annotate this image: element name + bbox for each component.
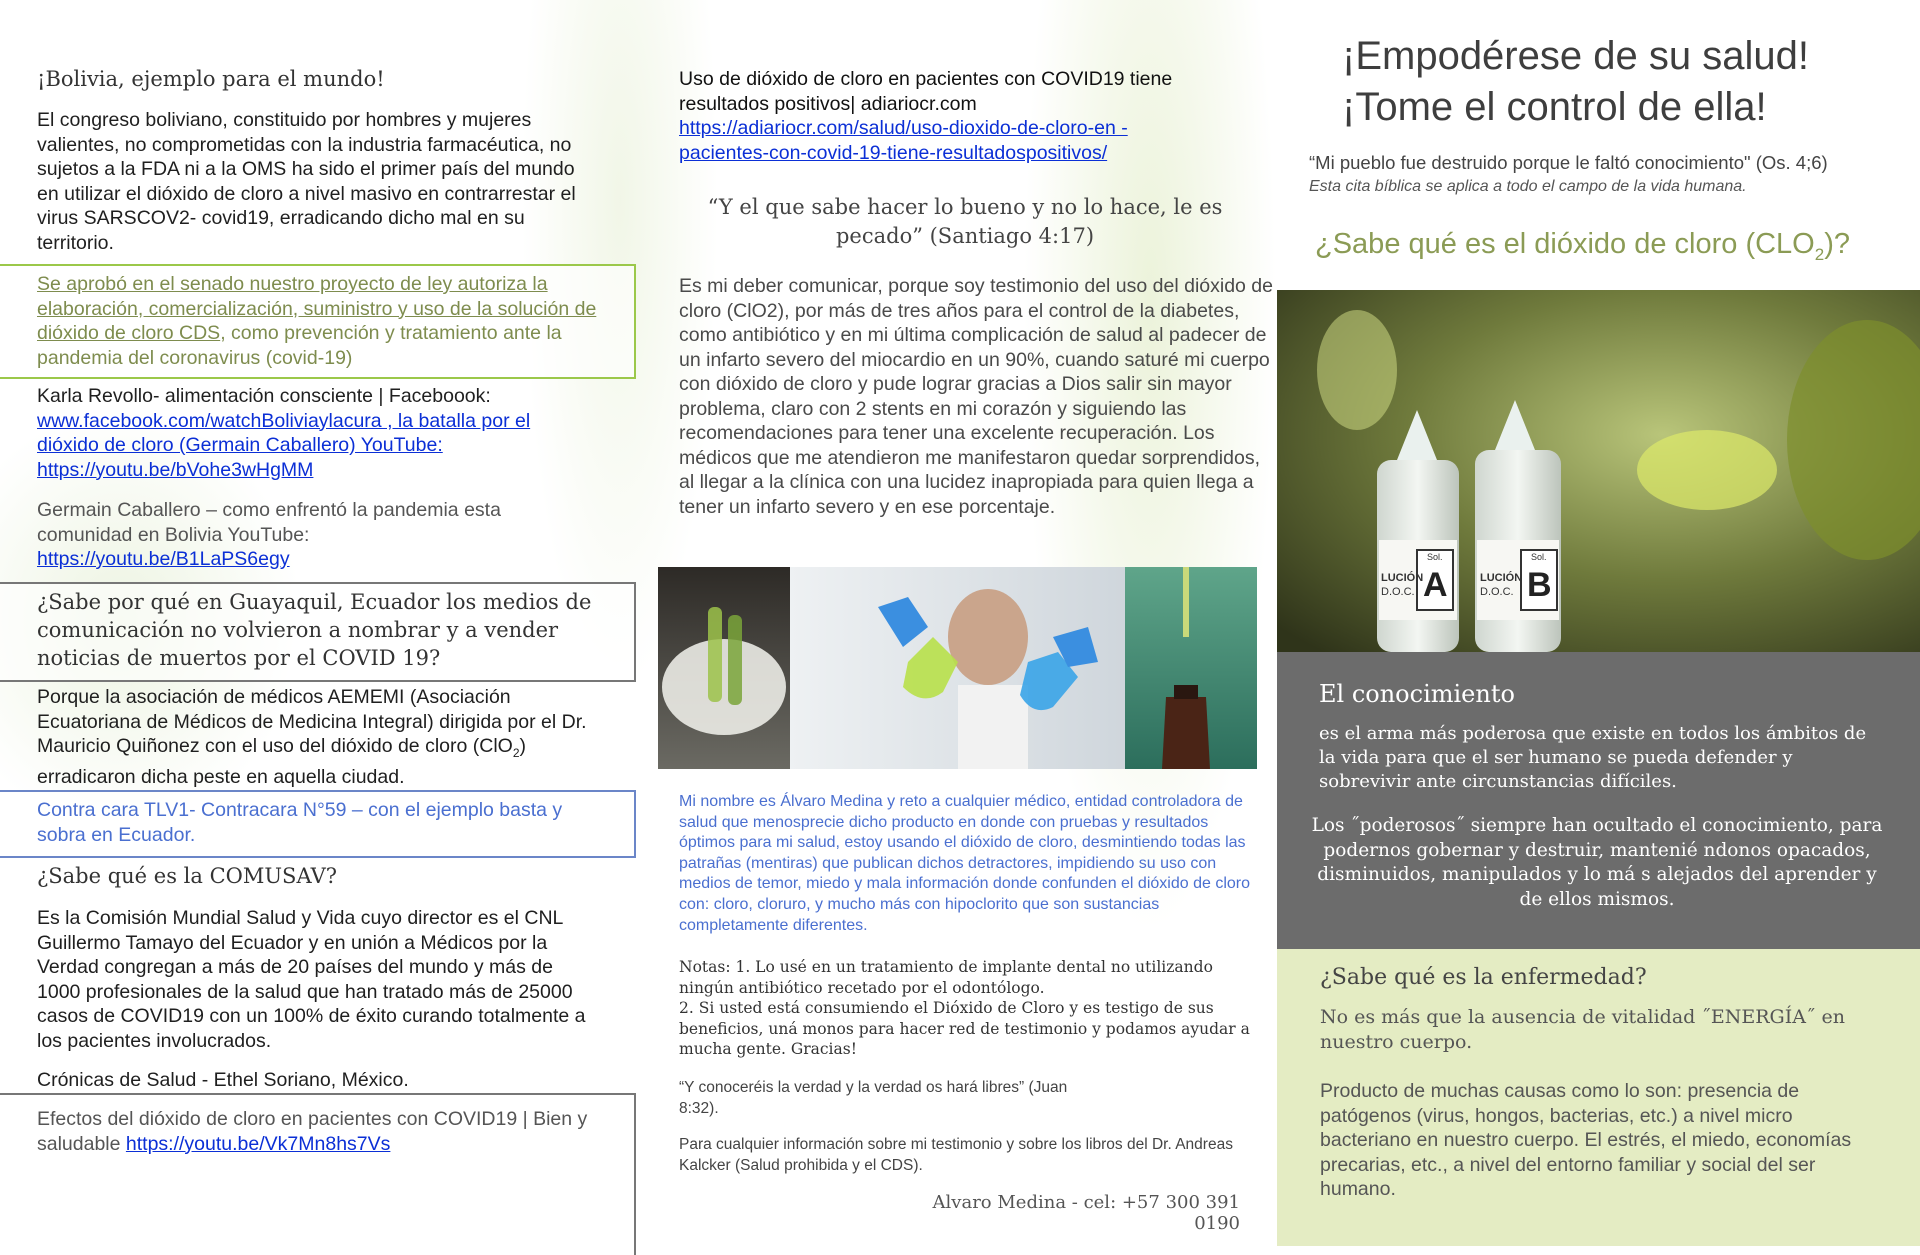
germain-text: Germain Caballero – como enfrentó la pandemia esta comunidad en Bolivia YouTube: xyxy=(37,499,501,546)
bottle-b-sol: Sol. xyxy=(1531,552,1547,562)
santiago-quote: “Y el que sabe hacer lo bueno y no lo hace, le es pecado” (Santiago 4:17) xyxy=(707,195,1223,248)
bible-quote-note: Esta cita bíblica se aplica a todo el campo de la vida humana. xyxy=(1309,178,1747,195)
aememi-main: Porque la asociación de médicos AEMEMI (Asociación Ecuatoriana de Médicos de Medicina Integral) dirigida por el Dr. Mauricio Quiñonez con el uso del dióxido de cloro (ClO xyxy=(37,686,587,757)
bottles-illustration xyxy=(1277,290,1920,652)
bottle-a-label-1: LUCIÓN xyxy=(1381,572,1424,584)
dioxido-question-post: )? xyxy=(1824,228,1850,260)
left-column xyxy=(0,0,640,1246)
uso-title: Uso de dióxido de cloro en pacientes con COVID19 tiene resultados positivos| adiariocr.com xyxy=(679,68,1173,115)
bible-quote: “Mi pueblo fue destruido porque le faltó conocimiento" (Os. 4;6) xyxy=(1309,152,1828,173)
aememi-text xyxy=(37,685,597,790)
conocimiento-text: es el arma más poderosa que existe en todos los ámbitos de la vida para que el ser humano se pueda defender y sobrevivir ante circunstancias difíciles. xyxy=(1319,723,1867,792)
germain-youtube-link[interactable]: https://youtu.be/B1LaPS6egy xyxy=(37,548,290,570)
bottle-a-sol: Sol. xyxy=(1427,552,1443,562)
notas-1: Notas: 1. Lo usé en un tratamiento de implante dental no utilizando ningún antibiótico recetado por el odontólogo. xyxy=(679,958,1213,997)
info-text: Para cualquier información sobre mi testimonio y sobre los libros del Dr. Andreas Kalcker (Salud prohibida y el CDS). xyxy=(679,1136,1233,1174)
comusav-text: Es la Comisión Mundial Salud y Vida cuyo director es el CNL Guillermo Tamayo del Ecuador y en unión a Médicos por la Verdad congregan a más de 20 países del mundo y más de 1000 profesionales de la salud que han tratado más de 25000 casos de COVID19 con un 100% de éxito curando totalmente a los pacientes involucrados. xyxy=(37,907,586,1052)
aememi-sub: 2 xyxy=(512,745,520,760)
senado-link[interactable]: Se aprobó en el senado nuestro proyecto de ley autoriza la elaboración, comercialización, suministro y uso de la solución de dióxido de cloro CDS xyxy=(37,273,597,344)
enfermedad-panel xyxy=(1277,949,1920,1246)
bottle-b-letter: B xyxy=(1527,566,1552,604)
karla-block xyxy=(37,384,597,482)
reto-text: Mi nombre es Álvaro Medina y reto a cualquier médico, entidad controladora de salud que menosprecie dicho producto en donde con pruebas y resultados óptimos para mi salud, estoy usando el dióxido de cloro, desmintiendo todas las patrañas (mentiras) que publican dichos detractores, impidiendo su uso con medios de temor, miedo y mala información donde confunden el dióxido de cloro con: cloro, cloruro, y mucho más con hipoclorito que son sustancias completamente diferentes. xyxy=(679,793,1250,934)
verdad-text: “Y conoceréis la verdad y la verdad os hará libres” (Juan 8:32). xyxy=(679,1079,1068,1117)
enfermedad-text: No es más que la ausencia de vitalidad ˝ENERGÍA˝ en nuestro cuerpo. xyxy=(1320,1006,1845,1053)
aememi-end: ) erradicaron dicha peste en aquella ciudad. xyxy=(37,735,527,789)
germain-block xyxy=(37,498,597,572)
bottle-b-label-2: D.O.C. xyxy=(1480,586,1514,598)
bottles-photo xyxy=(1277,290,1920,652)
guayaquil-question: ¿Sabe por qué en Guayaquil, Ecuador los medios de comunicación no volvieron a nombrar y a vender noticias de muertos por el COVID 19? xyxy=(37,590,592,670)
bottle-a-letter: A xyxy=(1423,566,1448,604)
senado-box xyxy=(0,264,636,379)
cronicas-text: Crónicas de Salud - Ethel Soriano, México. xyxy=(37,1069,409,1091)
bottle-a-label-2: D.O.C. xyxy=(1381,586,1415,598)
efectos-label: Efectos del dióxido de cloro en pacientes con COVID19 | Bien y saludable xyxy=(37,1108,588,1155)
bolivia-heading: ¡Bolivia, ejemplo para el mundo! xyxy=(37,67,385,91)
senado-rest: , como prevención y tratamiento ante la pandemia del coronavirus (covid-19) xyxy=(37,322,562,369)
karla-facebook-link[interactable]: www.facebook.com/watchBoliviaylacura , la batalla por el dióxido de cloro (Germain Caballero) YouTube: xyxy=(37,409,531,456)
senado-text xyxy=(37,272,597,370)
karla-youtube-link[interactable]: https://youtu.be/bVohe3wHgMM xyxy=(37,458,314,481)
title-line-2: ¡Tome el control de ella! xyxy=(1342,85,1767,129)
right-column xyxy=(1277,0,1920,1246)
poderosos-text: Los ˝poderosos˝ siempre han ocultado el conocimiento, para podernos gobernar y destruir, mantenié ndonos opacados, disminuidos, manipulados y lo má s alejados del aprender y de ellos mismos. xyxy=(1311,815,1883,910)
lab-photo-strip xyxy=(658,567,1257,769)
efectos-box xyxy=(0,1093,636,1255)
dioxido-question-pre: ¿Sabe qué es el dióxido de cloro (CLO xyxy=(1315,228,1815,260)
middle-column xyxy=(640,0,1277,1246)
dioxido-question-sub: 2 xyxy=(1814,244,1825,264)
efectos-youtube-link[interactable]: https://youtu.be/Vk7Mn8hs7Vs xyxy=(125,1132,391,1155)
enfermedad-question: ¿Sabe qué es la enfermedad? xyxy=(1320,965,1647,990)
comusav-question: ¿Sabe qué es la COMUSAV? xyxy=(37,864,337,888)
tlv-text[interactable]: Contra cara TLV1- Contracara N°59 – con el ejemplo basta y sobra en Ecuador. xyxy=(37,799,563,846)
conocimiento-panel xyxy=(1277,652,1920,949)
efectos-text xyxy=(37,1107,597,1156)
karla-text: Karla Revollo- alimentación consciente | Faceboook: xyxy=(37,385,491,407)
bolivia-intro: El congreso boliviano, constituido por hombres y mujeres valientes, no comprometidas con la industria farmacéutica, no sujetos a la FDA ni a la OMS ha sido el primer país del mundo en utilizar el dióxido de cloro a nivel masivo en contrarrestar el virus SARSCOV2- covid19, erradicando dicho mal en su territorio. xyxy=(37,109,576,254)
firma-text: Alvaro Medina - cel: +57 300 391 0190 xyxy=(932,1192,1240,1234)
notas-2: 2. Si usted está consumiendo el Dióxido de Cloro y es testigo de sus beneficios, uná monos para hacer red de testimonio y podamos ayudar a mucha gente. Gracias! xyxy=(679,999,1250,1059)
testimonio-text: Es mi deber comunicar, porque soy testimonio del uso del dióxido de cloro (ClO2), por más de tres años para el control de la diabetes, como antibiótico y en mi última complicación de salud al padecer de un infarto severo del miocardio en un 90%, cuando saturé mi cuerpo con dióxido de cloro y pude lograr gracias a Dios salir sin mayor problema, claro con 2 stents en mi corazón y siguiendo las recomendaciones para tener una excelente recuperación. Los médicos que me atendieron me manifestaron quedar sorprendidos, al llegar a la clínica con una lucidez inapropiada para quien llega a tener un infarto severo y en ese porcentaje. xyxy=(679,275,1273,518)
lab-photo-illustration xyxy=(658,567,1257,769)
dioxido-question xyxy=(1315,228,1850,265)
bottle-b-label-1: LUCIÓN xyxy=(1480,572,1523,584)
causas-text: Producto de muchas causas como lo son: presencia de patógenos (virus, hongos, bacterias, etc.) a nivel micro bacteriano en nuestro cuerpo. El estrés, el miedo, economías precarias, etc., a nivel del entorno familiar y social del ser humano. xyxy=(1320,1080,1852,1200)
guayaquil-box xyxy=(0,582,636,682)
uso-link-wrap xyxy=(679,116,1219,165)
title-line-1: ¡Empodérese de su salud! xyxy=(1342,34,1809,78)
adiariocr-link[interactable]: https://adiariocr.com/salud/uso-dioxido-de-cloro-en - pacientes-con-covid-19-tiene-resultadospositivos/ xyxy=(679,117,1128,164)
conocimiento-title: El conocimiento xyxy=(1319,680,1515,708)
tlv-box xyxy=(0,790,636,858)
